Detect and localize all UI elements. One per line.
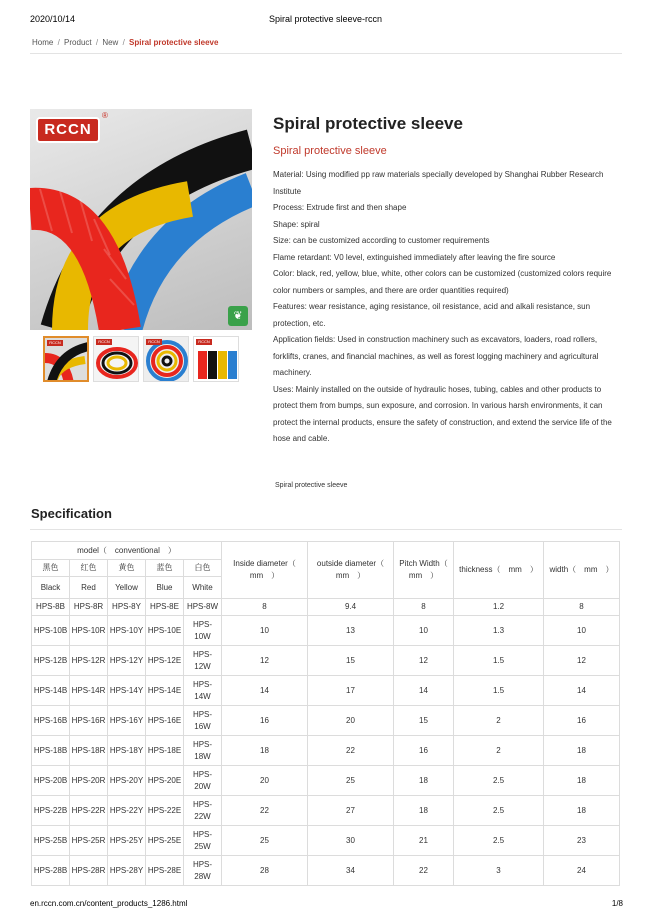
table-row (32, 856, 620, 886)
width: 16 (544, 706, 620, 736)
color-cn-red: 红色 (70, 560, 108, 577)
inside-diameter: 25 (222, 826, 308, 856)
desc-color: Color: black, red, yellow, blue, white, other colors can be customized (customized colors require color numbers or samples, and there are order quantities required) (273, 269, 612, 295)
pitch-width: 15 (394, 706, 454, 736)
model-white: HPS-14W (184, 676, 222, 706)
model-black: HPS-22B (32, 796, 70, 826)
model-red: HPS-28R (70, 856, 108, 886)
model-yellow: HPS-8Y (108, 599, 146, 616)
model-blue: HPS-16E (146, 706, 184, 736)
print-url: en.rccn.com.cn/content_products_1286.html (30, 899, 188, 908)
divider (30, 53, 622, 54)
pitch-width-header: Pitch Width（ mm ） (394, 542, 454, 599)
thickness: 1.2 (454, 599, 544, 616)
inside-diameter: 14 (222, 676, 308, 706)
desc-shape: Shape: spiral (273, 219, 320, 229)
model-group-header: model（ conventional ） (32, 542, 222, 560)
model-white: HPS-8W (184, 599, 222, 616)
model-yellow: HPS-16Y (108, 706, 146, 736)
inside-diameter: 10 (222, 616, 308, 646)
outside-diameter: 34 (308, 856, 394, 886)
model-yellow: HPS-25Y (108, 826, 146, 856)
model-red: HPS-16R (70, 706, 108, 736)
thickness: 2 (454, 736, 544, 766)
desc-flame-retardant: Flame retardant: V0 level, extinguished immediately after leaving the fire source (273, 252, 556, 262)
width: 18 (544, 766, 620, 796)
color-en-red: Red (70, 577, 108, 599)
model-blue: HPS-14E (146, 676, 184, 706)
outside-diameter: 20 (308, 706, 394, 736)
model-blue: HPS-8E (146, 599, 184, 616)
table-row (32, 616, 620, 646)
inside-diameter: 16 (222, 706, 308, 736)
pitch-width: 18 (394, 766, 454, 796)
model-red: HPS-12R (70, 646, 108, 676)
color-cn-white: 白色 (184, 560, 222, 577)
leaf-icon: ❦ (228, 306, 248, 326)
model-white: HPS-18W (184, 736, 222, 766)
model-red: HPS-18R (70, 736, 108, 766)
model-blue: HPS-20E (146, 766, 184, 796)
model-black: HPS-18B (32, 736, 70, 766)
print-title: Spiral protective sleeve-rccn (268, 14, 383, 24)
desc-application: Application fields: Used in construction machinery such as excavators, loaders, road rollers, forklifts, cranes, and financial machines, as well as forest logging machinery and agricultural machinery. (273, 335, 599, 377)
model-black: HPS-14B (32, 676, 70, 706)
pitch-width: 8 (394, 599, 454, 616)
thickness: 2.5 (454, 766, 544, 796)
model-red: HPS-14R (70, 676, 108, 706)
specification-title: Specification (31, 506, 112, 521)
outside-diameter: 9.4 (308, 599, 394, 616)
model-yellow: HPS-22Y (108, 796, 146, 826)
desc-process: Process: Extrude first and then shape (273, 203, 407, 212)
divider (30, 529, 622, 530)
thumbnail-logo: RCCN (196, 339, 212, 345)
thumbnail-logo: RCCN (146, 339, 162, 345)
width: 18 (544, 796, 620, 826)
inside-diameter: 28 (222, 856, 308, 886)
pitch-width: 16 (394, 736, 454, 766)
thickness: 1.5 (454, 676, 544, 706)
thickness: 1.3 (454, 616, 544, 646)
desc-features: Features: wear resistance, aging resistance, oil resistance, acid and alkali resistance, sun protection, etc. (273, 302, 591, 328)
model-yellow: HPS-20Y (108, 766, 146, 796)
thumbnail-logo: RCCN (47, 340, 63, 346)
model-black: HPS-25B (32, 826, 70, 856)
model-red: HPS-25R (70, 826, 108, 856)
model-black: HPS-20B (32, 766, 70, 796)
model-blue: HPS-18E (146, 736, 184, 766)
print-date: 2020/10/14 (30, 14, 76, 24)
rccn-logo: RCCN (36, 117, 100, 143)
model-white: HPS-12W (184, 646, 222, 676)
outside-diameter: 30 (308, 826, 394, 856)
width: 18 (544, 736, 620, 766)
model-yellow: HPS-28Y (108, 856, 146, 886)
outside-diameter: 17 (308, 676, 394, 706)
print-page-number: 1/8 (611, 899, 623, 908)
pitch-width: 18 (394, 796, 454, 826)
product-title: Spiral protective sleeve (273, 114, 463, 133)
color-en-white: White (184, 577, 222, 599)
color-en-blue: Blue (146, 577, 184, 599)
table-row (32, 676, 620, 706)
model-black: HPS-28B (32, 856, 70, 886)
model-white: HPS-25W (184, 826, 222, 856)
model-white: HPS-10W (184, 616, 222, 646)
pitch-width: 22 (394, 856, 454, 886)
breadcrumb-separator: / (122, 38, 125, 47)
breadcrumb-new-link[interactable]: New (102, 38, 119, 47)
breadcrumb-product-link[interactable]: Product (64, 38, 92, 47)
inside-diameter: 12 (222, 646, 308, 676)
thickness: 2.5 (454, 796, 544, 826)
thickness: 2.5 (454, 826, 544, 856)
table-row (32, 599, 620, 616)
thickness: 2 (454, 706, 544, 736)
inside-diameter: 20 (222, 766, 308, 796)
width-header: width（ mm ） (544, 542, 620, 599)
width: 12 (544, 646, 620, 676)
width: 8 (544, 599, 620, 616)
color-cn-blue: 蓝色 (146, 560, 184, 577)
width: 14 (544, 676, 620, 706)
model-black: HPS-16B (32, 706, 70, 736)
width: 23 (544, 826, 620, 856)
product-main-image[interactable] (30, 109, 252, 330)
color-en-black: Black (32, 577, 70, 599)
table-row (32, 736, 620, 766)
thickness: 1.5 (454, 646, 544, 676)
desc-size: Size: can be customized according to customer requirements (273, 236, 490, 245)
image-caption: Spiral protective sleeve (275, 482, 348, 489)
model-red: HPS-22R (70, 796, 108, 826)
model-red: HPS-20R (70, 766, 108, 796)
thumbnail-2[interactable] (93, 336, 139, 382)
print-header (0, 14, 651, 28)
model-yellow: HPS-10Y (108, 616, 146, 646)
table-row (32, 706, 620, 736)
table-row (32, 766, 620, 796)
desc-material: Material: Using modified pp raw materials specially developed by Shanghai Rubber Research Institute (273, 170, 604, 196)
model-yellow: HPS-18Y (108, 736, 146, 766)
pitch-width: 10 (394, 616, 454, 646)
outside-diameter: 27 (308, 796, 394, 826)
breadcrumb (32, 38, 218, 47)
breadcrumb-separator: / (95, 38, 99, 47)
inside-diameter: 22 (222, 796, 308, 826)
model-red: HPS-10R (70, 616, 108, 646)
specification-table (31, 541, 620, 886)
model-yellow: HPS-14Y (108, 676, 146, 706)
model-red: HPS-8R (70, 599, 108, 616)
pitch-width: 12 (394, 646, 454, 676)
table-row (32, 826, 620, 856)
product-description (273, 167, 618, 448)
model-black: HPS-8B (32, 599, 70, 616)
model-blue: HPS-28E (146, 856, 184, 886)
inside-diameter: 8 (222, 599, 308, 616)
thickness: 3 (454, 856, 544, 886)
width: 24 (544, 856, 620, 886)
model-black: HPS-10B (32, 616, 70, 646)
outside-diameter-header: outside diameter（ mm ） (308, 542, 394, 599)
model-black: HPS-12B (32, 646, 70, 676)
thumbnail-logo: RCCN (96, 339, 112, 345)
table-row (32, 646, 620, 676)
breadcrumb-separator: / (57, 38, 60, 47)
breadcrumb-current: Spiral protective sleeve (129, 38, 219, 47)
model-white: HPS-22W (184, 796, 222, 826)
pitch-width: 21 (394, 826, 454, 856)
color-en-yellow: Yellow (108, 577, 146, 599)
model-blue: HPS-25E (146, 826, 184, 856)
inside-diameter: 18 (222, 736, 308, 766)
thumbnail-1[interactable] (43, 336, 89, 382)
model-white: HPS-20W (184, 766, 222, 796)
table-row (32, 796, 620, 826)
outside-diameter: 22 (308, 736, 394, 766)
model-blue: HPS-10E (146, 616, 184, 646)
model-white: HPS-16W (184, 706, 222, 736)
outside-diameter: 15 (308, 646, 394, 676)
model-yellow: HPS-12Y (108, 646, 146, 676)
registered-mark: ® (102, 111, 108, 120)
inside-diameter-header: Inside diameter（ mm ） (222, 542, 308, 599)
outside-diameter: 25 (308, 766, 394, 796)
model-blue: HPS-22E (146, 796, 184, 826)
pitch-width: 14 (394, 676, 454, 706)
product-subtitle: Spiral protective sleeve (273, 145, 387, 157)
desc-uses: Uses: Mainly installed on the outside of hydraulic hoses, tubing, cables and other products to protect them from bumps, sun exposure, and corrosion. In various harsh environments, it can protect the internal products, ensure the safety of construction, and extend the service life of the hose and cable. (273, 384, 612, 443)
model-white: HPS-28W (184, 856, 222, 886)
outside-diameter: 13 (308, 616, 394, 646)
color-cn-black: 黑色 (32, 560, 70, 577)
breadcrumb-home-link[interactable]: Home (32, 38, 54, 47)
thumbnail-4[interactable] (193, 336, 239, 382)
thumbnail-3[interactable] (143, 336, 189, 382)
color-cn-yellow: 黄色 (108, 560, 146, 577)
width: 10 (544, 616, 620, 646)
thickness-header: thickness（ mm ） (454, 542, 544, 599)
model-blue: HPS-12E (146, 646, 184, 676)
